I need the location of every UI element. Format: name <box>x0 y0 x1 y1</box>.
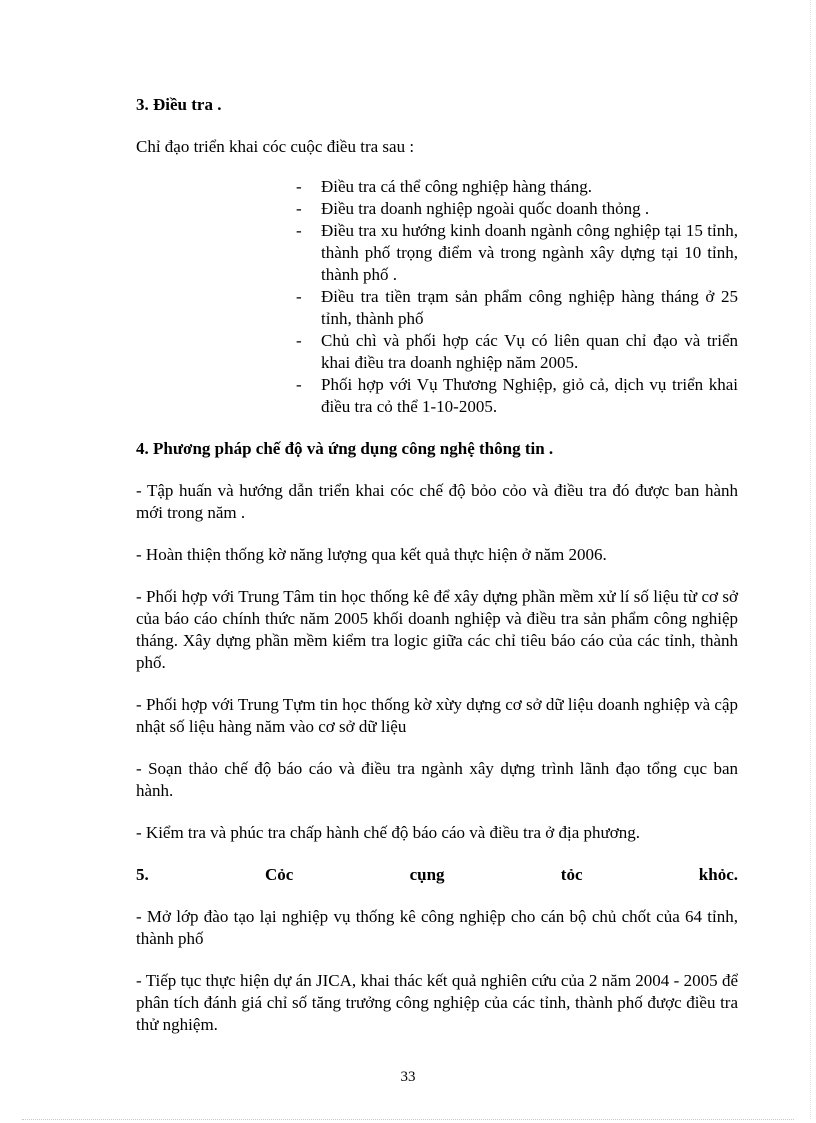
section-5-paragraph: - Mở lớp đào tạo lại nghiệp vụ thống kê công nghiệp cho cán bộ chủ chốt của 64 tỉnh, thành phố <box>136 907 738 948</box>
list-item: - Điều tra tiền trạm sản phẩm công nghiệp hàng tháng ở 25 tỉnh, thành phố <box>296 287 738 328</box>
dash-bullet: - <box>296 331 302 350</box>
section-4-paragraph: - Kiểm tra và phúc tra chấp hành chế độ báo cáo và điều tra ở địa phương. <box>136 823 640 842</box>
section-5-heading: 5. Cỏc cụng tỏc khỏc. <box>136 865 738 884</box>
section-4-paragraph: - Phối hợp với Trung Tựm tin học thống kờ xừy dựng cơ sở dữ liệu doanh nghiệp và cập nhật số liệu hàng năm vào cơ sở dữ liệu <box>136 695 738 736</box>
dash-bullet: - <box>296 375 302 394</box>
dash-bullet: - <box>296 221 302 240</box>
section-4-paragraph: - Hoàn thiện thống kờ năng lượng qua kết quả thực hiện ở năm 2006. <box>136 545 607 564</box>
section-3-intro: Chỉ đạo triển khai cóc cuộc điều tra sau : <box>136 137 415 156</box>
dash-bullet: - <box>296 287 302 306</box>
page-right-edge <box>810 0 811 1119</box>
section-4-paragraph: - Tập huấn và hướng dẫn triển khai cóc chế độ bỏo cỏo và điều tra đó được ban hành mới trong năm . <box>136 481 738 522</box>
dash-bullet: - <box>296 177 302 196</box>
page-bottom-edge <box>22 1119 794 1120</box>
section-4-paragraph: - Phối hợp với Trung Tâm tin học thống kê để xây dựng phần mềm xử lí số liệu từ cơ sở của báo cáo chính thức năm 2005 khối doanh nghiệp và điều tra sản phẩm công nghiệp tháng. Xây dựng phần mềm kiểm tra logic giữa các chỉ tiêu báo cáo của các tỉnh, thành phố. <box>136 587 738 672</box>
list-item: - Phối hợp với Vụ Thương Nghiệp, giỏ cả, dịch vụ triển khai điều tra cỏ thể 1-10-2005. <box>296 375 738 416</box>
list-item: - Điều tra doanh nghiệp ngoài quốc doanh thỏng . <box>296 199 650 218</box>
page-number: 33 <box>400 1069 416 1085</box>
section-3-heading: 3. Điều tra . <box>136 95 222 114</box>
list-item: - Điều tra xu hướng kinh doanh ngành công nghiệp tại 15 tỉnh, thành phố trọng điểm và trong ngành xây dựng tại 10 tỉnh, thành phố . <box>296 221 738 284</box>
survey-list <box>136 176 738 418</box>
list-item: - Chủ chì và phối hợp các Vụ có liên quan chỉ đạo và triển khai điều tra doanh nghiệp năm 2005. <box>296 331 738 372</box>
section-5-paragraph: - Tiếp tục thực hiện dự án JICA, khai thác kết quả nghiên cứu của 2 năm 2004 - 2005 để phân tích đánh giá chỉ số tăng trưởng công nghiệp của các tỉnh, thành phố được điều tra thử nghiệm. <box>136 971 738 1034</box>
list-item: - Điều tra cá thể công nghiệp hàng tháng. <box>296 177 592 196</box>
document-body <box>136 94 738 1036</box>
section-4-paragraph: - Soạn thảo chế độ báo cáo và điều tra ngành xây dựng trình lãnh đạo tổng cục ban hành. <box>136 759 738 800</box>
dash-bullet: - <box>296 199 302 218</box>
section-4-heading: 4. Phương pháp chế độ và ứng dụng công nghệ thông tin . <box>136 439 554 458</box>
